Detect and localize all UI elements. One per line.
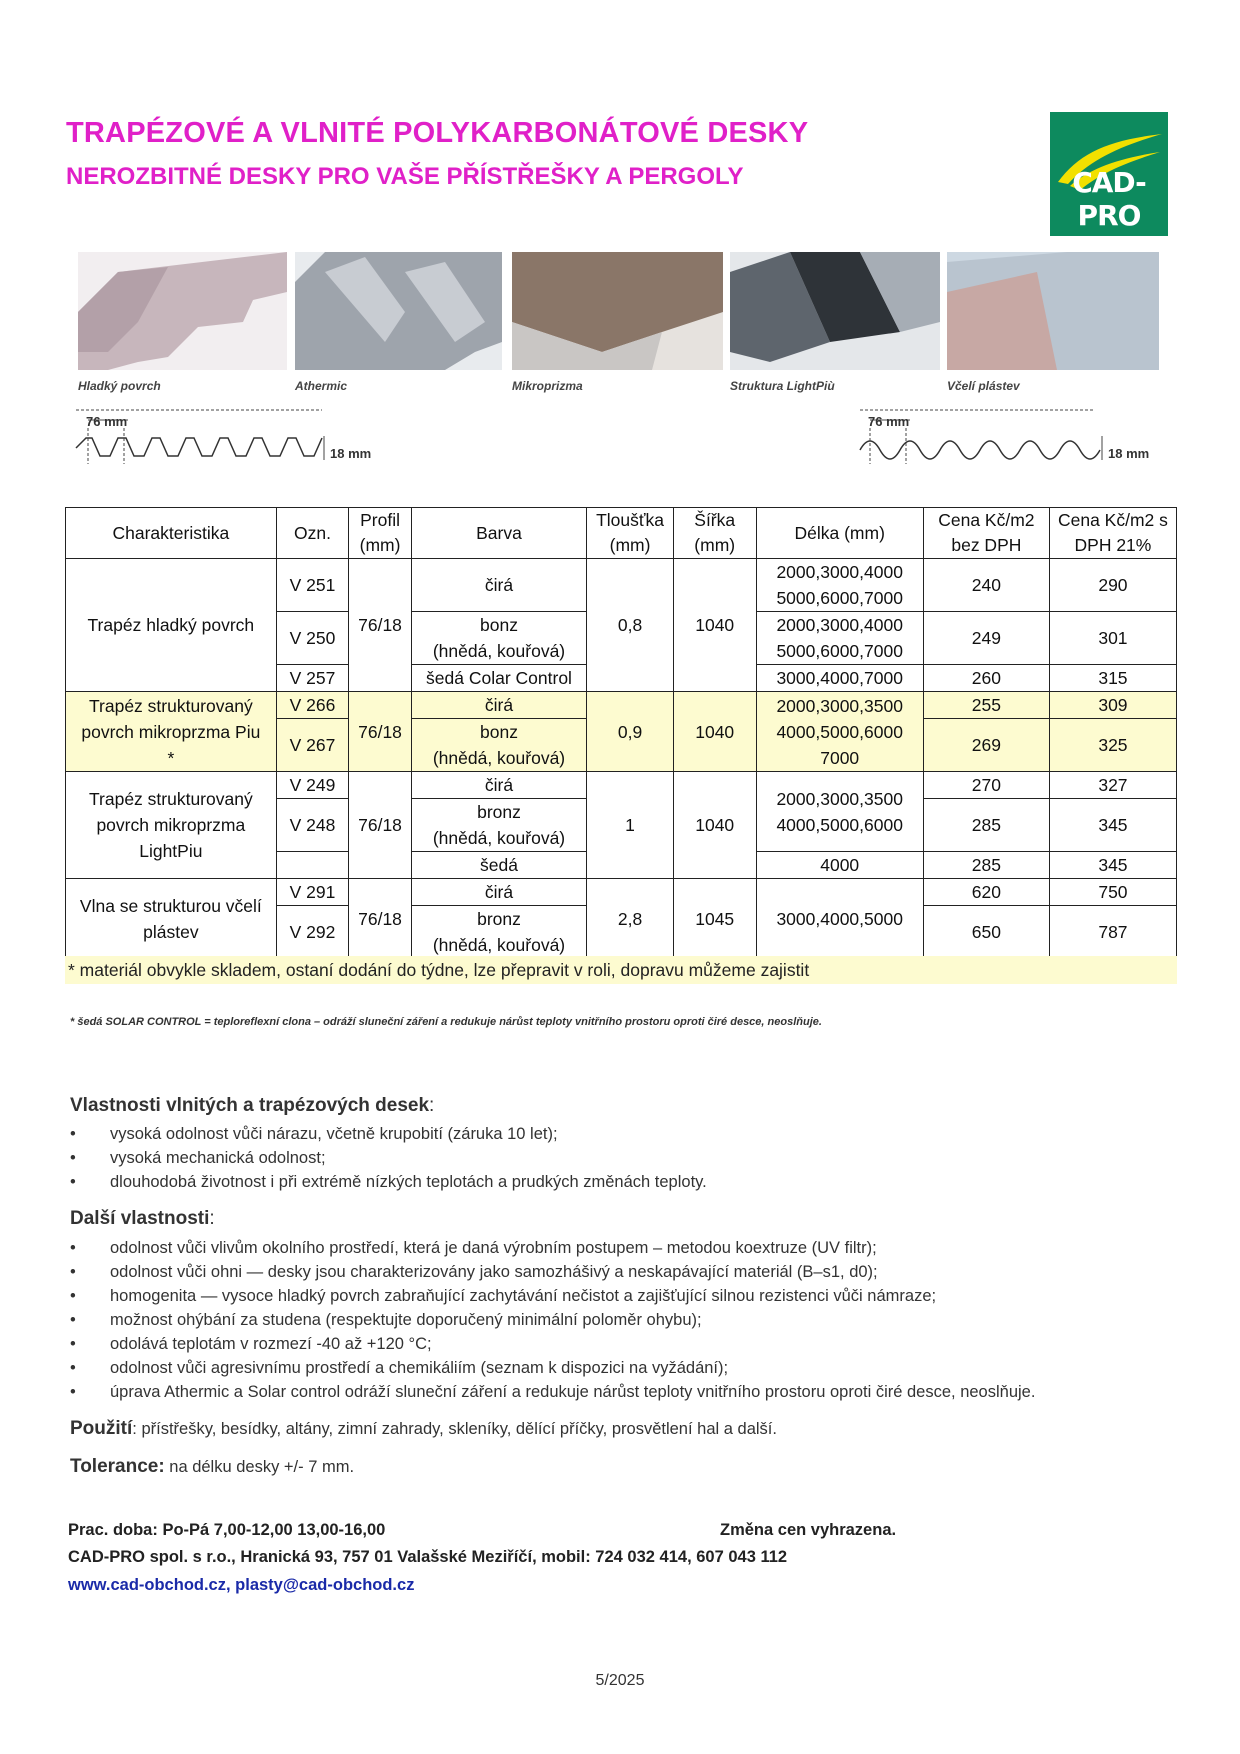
table-cell: čirá — [411, 879, 586, 906]
page-subtitle: NEROZBITNÉ DESKY PRO VAŠE PŘÍSTŘEŠKY A PERGOLY — [66, 163, 744, 190]
table-cell: 76/18 — [349, 879, 412, 959]
table-cell: 1040 — [673, 559, 756, 692]
solar-control-note: * šedá SOLAR CONTROL = teploreflexní clona – odráží sluneční záření a redukuje nárůst teploty vnitřního prostoru oproti čiré desce, neoslňuje. — [70, 1016, 822, 1028]
photo-label: Struktura LightPiù — [730, 379, 835, 393]
price-table — [65, 507, 1177, 959]
table-cell: 0,9 — [587, 692, 674, 772]
link-separator: , — [225, 1576, 236, 1594]
photo-mikroprizma — [512, 252, 723, 370]
list-item: • odolnost vůči agresivnímu prostředí a chemikáliím (seznam k dispozici na vyžádání); — [70, 1356, 1035, 1380]
table-cell: čirá — [411, 559, 586, 612]
table-cell: 3000,4000,7000 — [756, 665, 923, 692]
table-cell: V 266 — [276, 692, 349, 719]
company-address: CAD-PRO spol. s r.o., Hranická 93, 757 01 Valašské Meziříčí, mobil: 724 032 414, 607 043 112 — [68, 1548, 788, 1566]
table-cell: 750 — [1049, 879, 1176, 906]
table-cell: čirá — [411, 692, 586, 719]
table-cell: bronz (hnědá, kouřová) — [411, 906, 586, 959]
group-name-cell: Trapéz hladký povrch — [66, 559, 277, 692]
photo-athermic — [295, 252, 502, 370]
group-name-cell: Vlna se strukturou včelí plástev — [66, 879, 277, 959]
table-header-row — [66, 508, 1177, 559]
header-cell: Charakteristika — [66, 508, 277, 559]
list-item: • dlouhodobá životnost i při extrémě nízkých teplotách a prudkých změnách teploty. — [70, 1170, 707, 1194]
header-cell: Ozn. — [276, 508, 349, 559]
table-footnote: * materiál obvykle skladem, ostaní dodání do týdne, lze přepravit v roli, dopravu můžeme zajistit — [65, 956, 1177, 984]
photo-label: Athermic — [295, 379, 348, 393]
table-cell: 76/18 — [349, 772, 412, 879]
table-cell: šedá — [411, 852, 586, 879]
table-cell — [276, 852, 349, 879]
table-cell: 255 — [923, 692, 1049, 719]
table-cell: V 291 — [276, 879, 349, 906]
list-item: • homogenita — vysoce hladký povrch zabraňující zachytávání nečistot a zajišťující silnou rezistenci vůči námraze; — [70, 1284, 1035, 1308]
website-link[interactable]: www.cad-obchod.cz — [68, 1576, 226, 1594]
table-cell: 285 — [923, 799, 1049, 852]
table-cell: 240 — [923, 559, 1049, 612]
table-cell: 327 — [1049, 772, 1176, 799]
more-properties-list — [70, 1236, 1035, 1404]
table-cell: V 249 — [276, 772, 349, 799]
table-cell: 249 — [923, 612, 1049, 665]
table-cell: 2000,3000,3500 4000,5000,6000 — [756, 772, 923, 852]
table-cell: V 267 — [276, 719, 349, 772]
table-cell: 3000,4000,5000 — [756, 879, 923, 959]
trapeze-profile-diagram — [72, 398, 332, 468]
table-cell: V 292 — [276, 906, 349, 959]
photo-hladky-povrch — [78, 252, 287, 370]
table-cell: 270 — [923, 772, 1049, 799]
properties-heading: Vlastnosti vlnitých a trapézových desek: — [70, 1095, 435, 1116]
table-cell: V 257 — [276, 665, 349, 692]
table-cell: V 250 — [276, 612, 349, 665]
table-row — [66, 692, 1177, 719]
table-cell: 345 — [1049, 852, 1176, 879]
table-cell: 650 — [923, 906, 1049, 959]
price-change-note: Změna cen vyhrazena. — [720, 1521, 897, 1539]
header-cell: Tloušťka (mm) — [587, 508, 674, 559]
table-cell: 2,8 — [587, 879, 674, 959]
table-cell: 325 — [1049, 719, 1176, 772]
table-cell: 76/18 — [349, 559, 412, 692]
table-cell: 290 — [1049, 559, 1176, 612]
table-cell: 309 — [1049, 692, 1176, 719]
tolerance-line: Tolerance: na délku desky +/- 7 mm. — [70, 1456, 355, 1477]
photo-struktura-lightpiu — [730, 252, 940, 370]
contact-links — [68, 1576, 414, 1595]
working-hours: Prac. doba: Po-Pá 7,00-12,00 13,00-16,00 — [68, 1521, 386, 1539]
table-cell: 620 — [923, 879, 1049, 906]
table-cell: čirá — [411, 772, 586, 799]
table-row — [66, 559, 1177, 612]
list-item: • odolnost vůči vlivům okolního prostředí, která je daná výrobním postupem – metodou koextruze (UV filtr); — [70, 1236, 1035, 1260]
table-cell: 2000,3000,4000 5000,6000,7000 — [756, 559, 923, 612]
profile-height-label: 18 mm — [1108, 446, 1150, 461]
header-cell: Šířka (mm) — [673, 508, 756, 559]
email-link[interactable]: plasty@cad-obchod.cz — [235, 1576, 415, 1594]
profile-pitch-label: 76 mm — [86, 414, 128, 429]
list-item: • vysoká odolnost vůči nárazu, včetně krupobití (záruka 10 let); — [70, 1122, 707, 1146]
table-cell: bronz (hnědá, kouřová) — [411, 799, 586, 852]
table-cell: 269 — [923, 719, 1049, 772]
table-cell: 1040 — [673, 772, 756, 879]
table-cell: 285 — [923, 852, 1049, 879]
header-cell: Barva — [411, 508, 586, 559]
list-item: • odolává teplotám v rozmezí -40 až +120 °C; — [70, 1332, 1035, 1356]
table-row — [66, 879, 1177, 906]
group-name-cell: Trapéz strukturovaný povrch mikroprzma Piu * — [66, 692, 277, 772]
table-cell: V 248 — [276, 799, 349, 852]
table-cell: 1045 — [673, 879, 756, 959]
usage-line: Použití: přístřešky, besídky, altány, zimní zahrady, skleníky, dělící příčky, prosvětlení hal a další. — [70, 1418, 777, 1439]
photo-label: Mikroprizma — [512, 379, 583, 393]
list-item: • možnost ohýbání za studena (respektujte doporučený minimální poloměr ohybu); — [70, 1308, 1035, 1332]
profile-height-label: 18 mm — [330, 446, 372, 461]
company-logo — [1050, 112, 1168, 236]
table-cell: 4000 — [756, 852, 923, 879]
table-cell: 260 — [923, 665, 1049, 692]
photo-label: Včelí plástev — [947, 379, 1020, 393]
page-title: TRAPÉZOVÉ A VLNITÉ POLYKARBONÁTOVÉ DESKY — [66, 117, 809, 149]
logo-text: CAD-PRO — [1072, 166, 1146, 232]
header-cell: Cena Kč/m2 bez DPH — [923, 508, 1049, 559]
group-name-cell: Trapéz strukturovaný povrch mikroprzma LightPiu — [66, 772, 277, 879]
properties-list — [70, 1122, 707, 1194]
profile-pitch-label: 76 mm — [868, 414, 910, 429]
list-item: • vysoká mechanická odolnost; — [70, 1146, 707, 1170]
table-cell: V 251 — [276, 559, 349, 612]
list-item: • úprava Athermic a Solar control odráží sluneční záření a redukuje nárůst teploty vnitřního prostoru oproti čiré desce, neoslňuje. — [70, 1380, 1035, 1404]
header-cell: Délka (mm) — [756, 508, 923, 559]
table-cell: 315 — [1049, 665, 1176, 692]
table-row — [66, 772, 1177, 799]
page-number: 5/2025 — [595, 1672, 645, 1689]
wave-profile-diagram — [856, 398, 1106, 468]
table-cell: 2000,3000,3500 4000,5000,6000 7000 — [756, 692, 923, 772]
photo-label: Hladký povrch — [78, 379, 161, 393]
table-cell: 1040 — [673, 692, 756, 772]
table-cell: 787 — [1049, 906, 1176, 959]
table-cell: 345 — [1049, 799, 1176, 852]
table-cell: 1 — [587, 772, 674, 879]
header-cell: Cena Kč/m2 s DPH 21% — [1049, 508, 1176, 559]
table-cell: 76/18 — [349, 692, 412, 772]
more-properties-heading: Další vlastnosti: — [70, 1208, 215, 1229]
photo-vceli-plastev — [947, 252, 1159, 370]
table-cell: 2000,3000,4000 5000,6000,7000 — [756, 612, 923, 665]
table-cell: bonz (hnědá, kouřová) — [411, 719, 586, 772]
table-cell: bonz (hnědá, kouřová) — [411, 612, 586, 665]
list-item: • odolnost vůči ohni — desky jsou charakterizovány jako samozhášivý a neskapávající materiál (B–s1, d0); — [70, 1260, 1035, 1284]
table-cell: 0,8 — [587, 559, 674, 692]
table-cell: šedá Colar Control — [411, 665, 586, 692]
table-cell: 301 — [1049, 612, 1176, 665]
header-cell: Profil (mm) — [349, 508, 412, 559]
